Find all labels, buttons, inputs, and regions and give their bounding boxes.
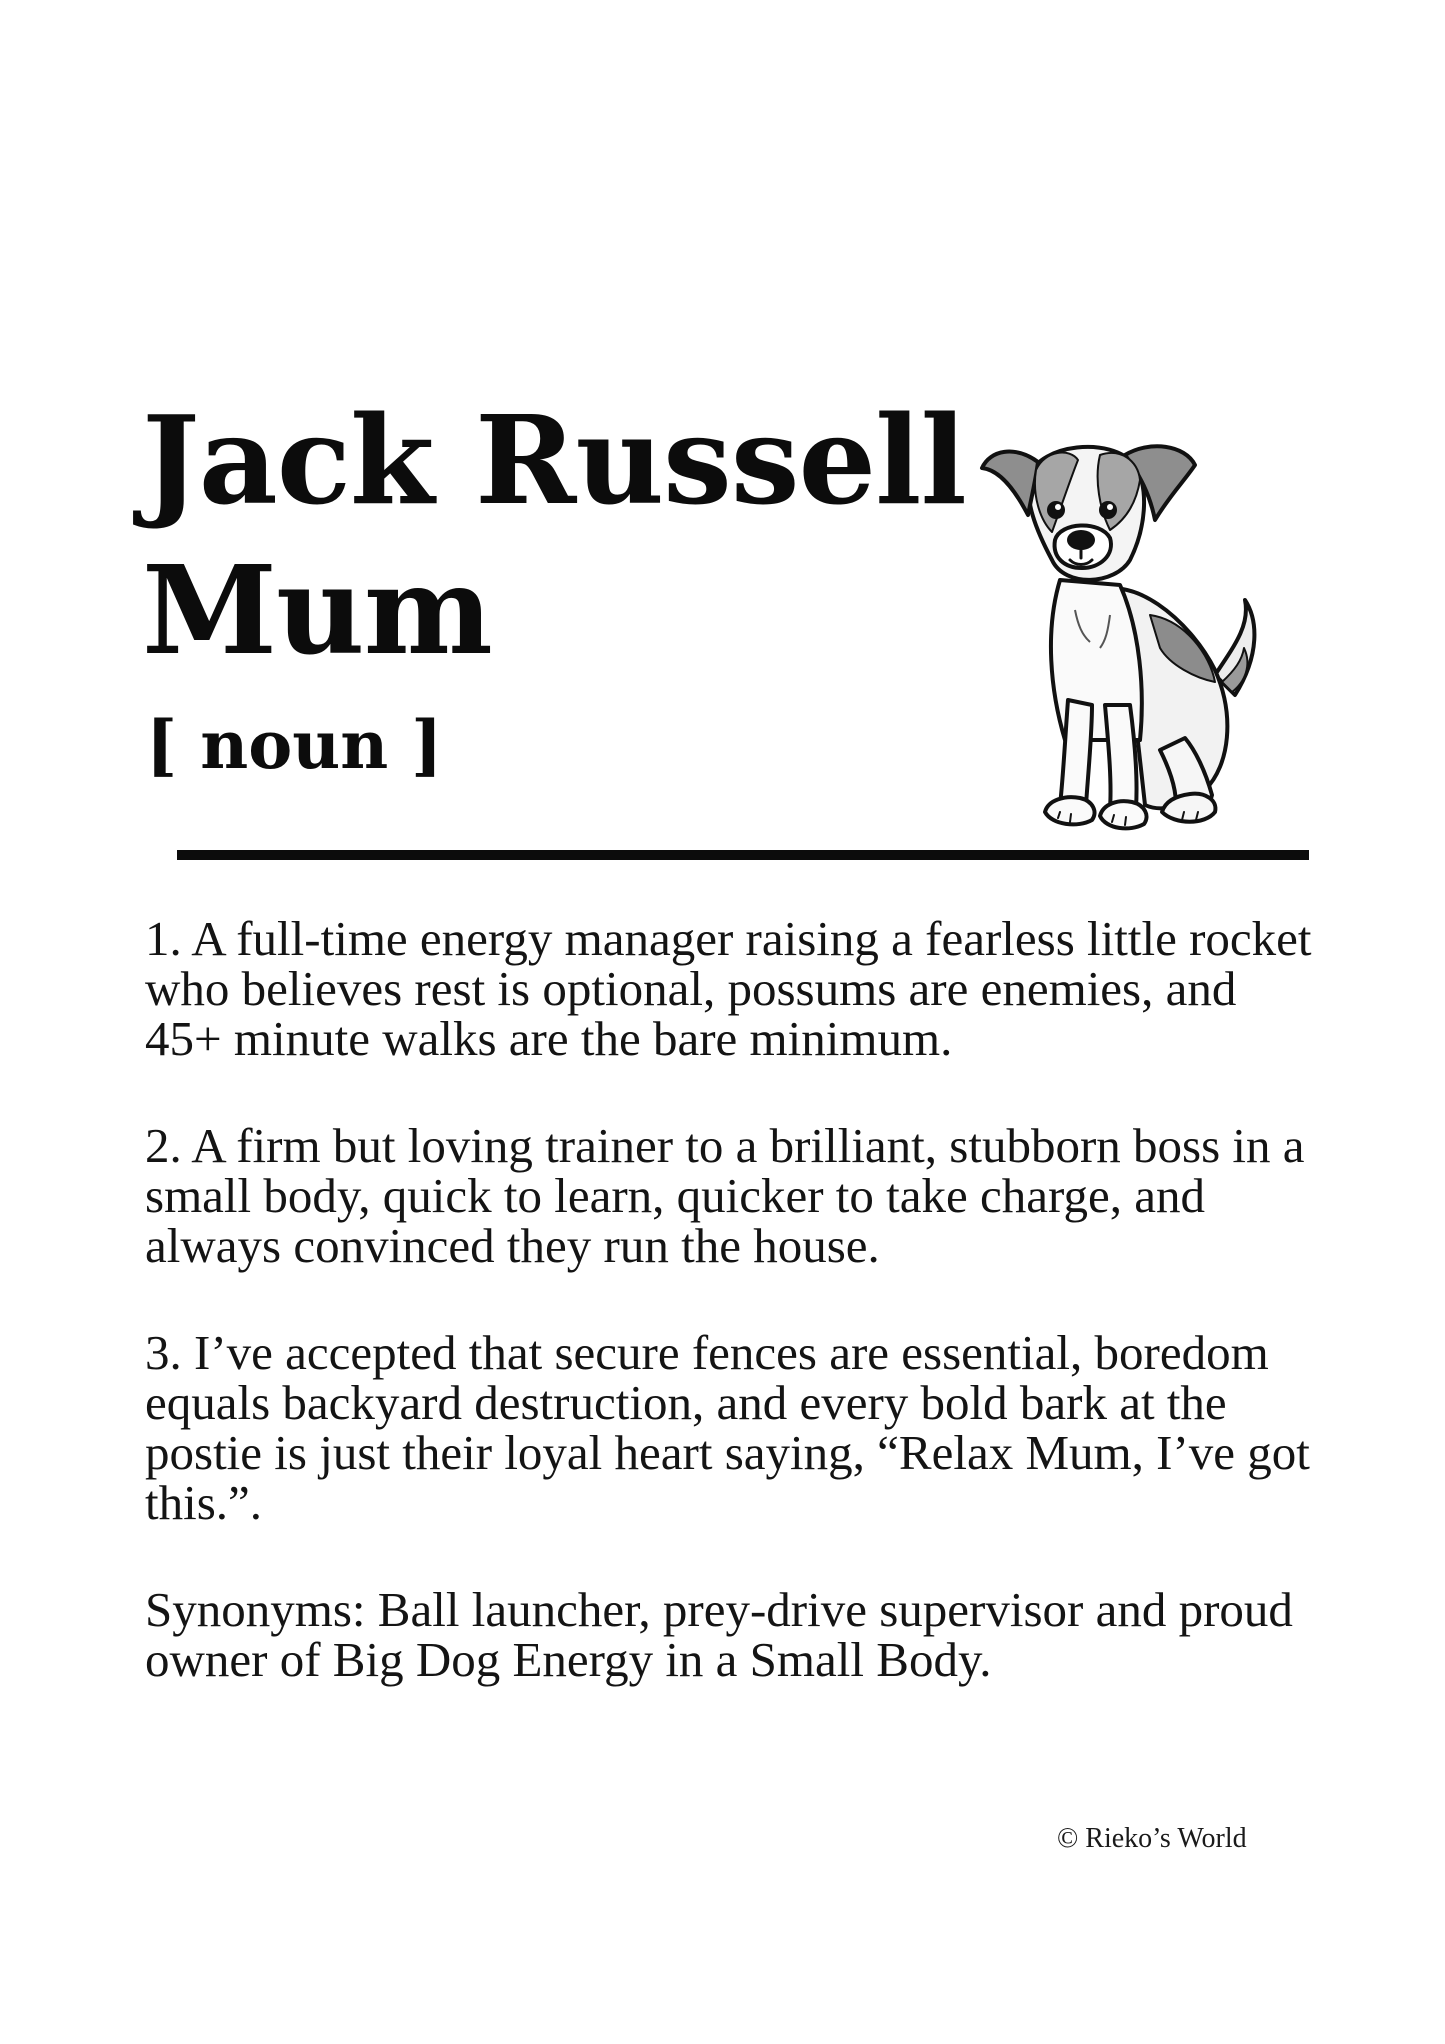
definition-3: 3. I’ve accepted that secure fences are essential, boredom equals backyard destruction, and every bold bark at the postie is just their loyal heart saying, “Relax Mum, I’ve got this.”. bbox=[145, 1325, 1310, 1530]
page-title bbox=[142, 385, 966, 685]
jack-russell-dog-illustration bbox=[960, 420, 1280, 850]
divider-rule bbox=[177, 850, 1309, 860]
part-of-speech: [ noun ] bbox=[146, 706, 443, 784]
title-line-2: Mum bbox=[142, 538, 492, 682]
definitions bbox=[145, 911, 1325, 1687]
definition-1: 1. A full-time energy manager raising a fearless little rocket who believes rest is optional, possums are enemies, and 45+ minute walks are the bare minimum. bbox=[145, 911, 1312, 1066]
title-line-1: Jack Russell bbox=[142, 388, 966, 532]
copyright-notice: © Rieko’s World bbox=[1057, 1823, 1247, 1854]
synonyms: Synonyms: Ball launcher, prey-drive supervisor and proud owner of Big Dog Energy in a Small Body. bbox=[145, 1582, 1293, 1687]
definition-2: 2. A firm but loving trainer to a brilliant, stubborn boss in a small body, quick to learn, quicker to take charge, and always convinced they run the house. bbox=[145, 1118, 1305, 1273]
